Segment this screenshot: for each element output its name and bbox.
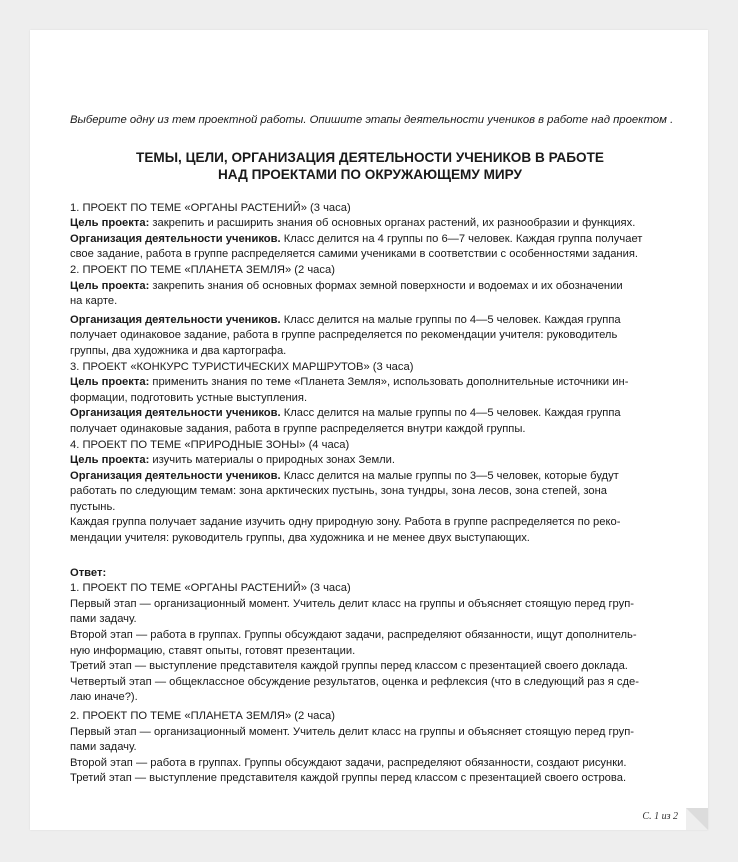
page-title-line-1: ТЕМЫ, ЦЕЛИ, ОРГАНИЗАЦИЯ ДЕЯТЕЛЬНОСТИ УЧЕНИКОВ В РАБОТЕ: [136, 149, 604, 165]
answer-line: Первый этап — организационный момент. Учитель делит класс на группы и объясняет стоящую перед груп-: [70, 597, 635, 610]
org-label: Организация деятельности учеников.: [70, 469, 281, 482]
goal-text: изучить материалы о природных зонах Земли.: [149, 454, 396, 467]
answer-line: Первый этап — организационный момент. Учитель делит класс на группы и объясняет стоящую перед груп-: [70, 725, 635, 738]
answer-title: 1. ПРОЕКТ ПО ТЕМЕ «ОРГАНЫ РАСТЕНИЙ» (3 часа): [70, 582, 351, 595]
org-text: Класс делится на 4 группы по 6—7 человек. Каждая группа получает: [280, 232, 643, 245]
goal-text-line: формации, подготовить устные выступления.: [70, 391, 308, 404]
org-text-line: свое задание, работа в группе распределяется самими учениками в соответствии с особенностями задания.: [70, 248, 639, 261]
project-org: [70, 313, 670, 329]
project-3: [70, 360, 670, 438]
org-text: Класс делится на малые группы по 4—5 человек. Каждая группа: [280, 407, 621, 420]
page-title: [70, 149, 670, 184]
answer-title: 2. ПРОЕКТ ПО ТЕМЕ «ПЛАНЕТА ЗЕМЛЯ» (2 часа): [70, 710, 335, 722]
org-text: Класс делится на малые группы по 4—5 человек. Каждая группа: [280, 313, 621, 326]
org-text-line: работать по следующим темам: зона арктических пустынь, зона тундры, зона лесов, зона степей, зона: [70, 485, 607, 498]
project-goal: [70, 216, 670, 232]
org-text-line: пустынь.: [70, 500, 116, 513]
page-fold-corner: [686, 808, 708, 830]
project-goal: [70, 453, 670, 469]
goal-text: закрепить знания об основных формах земной поверхности и водоемах и их обозначении: [149, 279, 623, 292]
answer-line: пами задачу.: [70, 741, 137, 754]
answer-line: Четвертый этап — общеклассное обсуждение результатов, оценка и рефлексия (что в следующий раз я сде-: [70, 675, 639, 688]
answer-line: лаю иначе?).: [70, 691, 138, 704]
answer-line: Третий этап — выступление представителя каждой группы перед классом с презентацией своего доклада.: [70, 660, 628, 673]
goal-label: Цель проекта:: [70, 454, 150, 467]
answer-line: Второй этап — работа в группах. Группы обсуждают задачи, распределяют обязанности, создают рисунки.: [70, 756, 627, 769]
org-text-line: получает одинаковые задания, работа в группе распределяется внутри каждой группы.: [70, 422, 526, 435]
answer-line: ную информацию, ставят опыты, готовят презентации.: [70, 644, 356, 657]
extra-text-line: Каждая группа получает задание изучить одну природную зону. Работа в группе распределяется по реко-: [70, 516, 621, 529]
org-label: Организация деятельности учеников.: [70, 313, 281, 326]
project-org: [70, 232, 670, 248]
instruction-text: Выберите одну из тем проектной работы. Опишите этапы деятельности учеников в работе над проектом .: [70, 114, 674, 126]
goal-label: Цель проекта:: [70, 217, 150, 230]
project-org: [70, 469, 670, 485]
document-page: [30, 30, 708, 830]
goal-text-line: на карте.: [70, 295, 118, 308]
project-goal: [70, 279, 670, 295]
project-title: 3. ПРОЕКТ «КОНКУРС ТУРИСТИЧЕСКИХ МАРШРУТОВ» (3 часа): [70, 360, 414, 373]
answer-line: Третий этап — выступление представителя каждой группы перед классом с презентацией своего острова.: [70, 772, 627, 785]
project-title: 1. ПРОЕКТ ПО ТЕМЕ «ОРГАНЫ РАСТЕНИЙ» (3 часа): [70, 201, 351, 214]
project-org: [70, 406, 670, 422]
answer-section: [70, 566, 670, 787]
page-title-line-2: НАД ПРОЕКТАМИ ПО ОКРУЖАЮЩЕМУ МИРУ: [217, 167, 523, 183]
goal-text: применить знания по теме «Планета Земля», использовать дополнительные источники ин-: [149, 376, 629, 389]
page-number: С. 1 из 2: [642, 811, 678, 822]
org-label: Организация деятельности учеников.: [70, 232, 281, 245]
goal-label: Цель проекта:: [70, 376, 150, 389]
project-4: [70, 438, 670, 547]
answer-label: Ответ:: [70, 566, 107, 579]
org-text: Класс делится на малые группы по 3—5 человек, которые будут: [280, 469, 619, 482]
project-title: 2. ПРОЕКТ ПО ТЕМЕ «ПЛАНЕТА ЗЕМЛЯ» (2 часа): [70, 263, 335, 276]
project-goal: [70, 375, 670, 391]
extra-text-line: мендации учителя: руководитель группы, два художника и не менее двух выступающих.: [70, 532, 530, 545]
answer-line: Второй этап — работа в группах. Группы обсуждают задачи, распределяют обязанности, ищут дополнитель-: [70, 629, 637, 642]
goal-text: закрепить и расширить знания об основных органах растений, их разнообразии и функциях.: [149, 217, 636, 230]
project-title: 4. ПРОЕКТ ПО ТЕМЕ «ПРИРОДНЫЕ ЗОНЫ» (4 часа): [70, 438, 350, 451]
document-content: [70, 113, 674, 787]
org-text-line: группы, два художника и два картографа.: [70, 344, 287, 357]
answer-line: пами задачу.: [70, 613, 137, 626]
org-text-line: получает одинаковое задание, работа в группе распределяется по рекомендации учителя: руководитель: [70, 329, 618, 342]
project-2: [70, 263, 670, 360]
goal-label: Цель проекта:: [70, 279, 150, 292]
project-1: [70, 201, 670, 263]
org-label: Организация деятельности учеников.: [70, 407, 281, 420]
